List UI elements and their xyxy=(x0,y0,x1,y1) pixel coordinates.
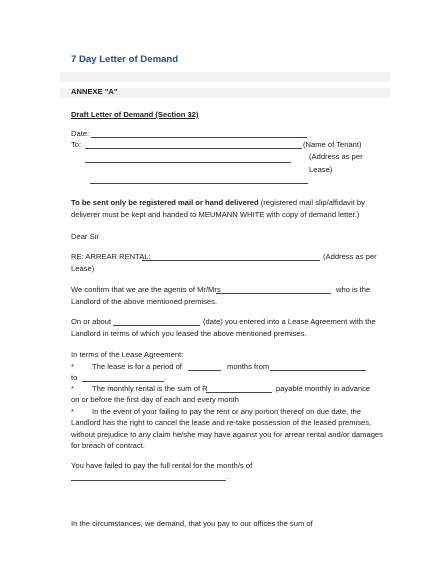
name-of-tenant-label: (Name of Tenant) xyxy=(303,140,362,149)
date-label: Date: xyxy=(71,129,90,138)
term-1-text-b: months from xyxy=(227,362,270,371)
period-blank xyxy=(188,370,221,371)
confirm-text-a: We confirm that we are the agents of Mr/Mrs xyxy=(71,285,221,294)
circumstances-text: In the circumstances, we demand, that you pay to our offices the sum of xyxy=(71,519,313,528)
bullet-3: * xyxy=(71,407,74,416)
salutation: Dear Sir xyxy=(71,232,99,241)
term-1-end: . xyxy=(164,373,167,382)
annexe-label: ANNEXE "A" xyxy=(71,87,118,96)
notice-line-2: deliverer must be kept and handed to MEUMANN WHITE with copy of demand letter.) xyxy=(71,210,360,219)
re-blank xyxy=(142,260,320,261)
confirm-line-2: Landlord of the above mentioned premises. xyxy=(71,297,218,306)
notice-rest: (registered mail slip/affidavit by xyxy=(258,198,365,207)
to-label: To: xyxy=(71,140,82,149)
term-3-line-2: Landlord has the right to cancel the lease and re-take possession of the leased premises, xyxy=(71,418,372,427)
re-label: RE: ARREAR RENTAL: xyxy=(71,252,151,261)
onabout-text-b: (date) you entered into a Lease Agreement with the xyxy=(203,317,376,326)
draft-heading: Draft Letter of Demand (Section 32) xyxy=(71,110,199,119)
date-entered-blank xyxy=(113,325,200,326)
date-blank xyxy=(91,137,307,138)
bullet-2: * xyxy=(71,384,74,393)
address-label: (Address as per xyxy=(309,152,363,161)
agent-name-blank xyxy=(216,293,331,294)
months-blank xyxy=(71,480,226,481)
failed-end: . xyxy=(226,472,229,481)
term-1-text-a: The lease is for a period of xyxy=(92,362,182,371)
onabout-line-2: Landlord in terms of which you leased the above mentioned premises. xyxy=(71,329,307,338)
start-date-blank xyxy=(270,370,366,371)
term-2-text-a: The monthly rental is the sum of R xyxy=(92,384,208,393)
rental-amount-blank xyxy=(206,392,272,393)
onabout-text-a: On or about xyxy=(71,317,112,326)
term-2-line-2: on or before the first day of each and every month xyxy=(71,395,240,404)
address-blank-2 xyxy=(90,183,308,184)
address-blank xyxy=(85,162,291,163)
term-1-to: to xyxy=(71,373,78,382)
term-2-text-b: payable monthly in advance xyxy=(276,384,371,393)
re-address: (Address as per xyxy=(323,252,377,261)
terms-heading: In terms of the Lease Agreement: xyxy=(71,350,184,359)
notice-line-1 xyxy=(71,198,365,207)
term-3-line-1: In the event of your failing to pay the rent or any portion thereof on due date, the xyxy=(92,407,361,416)
shaded-band xyxy=(60,72,390,82)
re-lease: Lease) xyxy=(71,264,95,273)
notice-bold: To be sent only be registered mail or hand delivered xyxy=(71,198,259,207)
bullet-1: * xyxy=(71,362,74,371)
term-3-line-3: without prejudice to any claim he/she may have against you for arrear rental and/or damages xyxy=(71,430,383,439)
end-date-blank xyxy=(82,381,164,382)
failed-text: You have failed to pay the full rental for the month/s of xyxy=(71,461,253,470)
document-title: 7 Day Letter of Demand xyxy=(71,54,179,65)
confirm-text-b: who is the xyxy=(336,285,371,294)
term-3-line-4: for breach of contract. xyxy=(71,441,145,450)
to-blank xyxy=(85,148,302,149)
lease-label: Lease) xyxy=(309,165,333,174)
